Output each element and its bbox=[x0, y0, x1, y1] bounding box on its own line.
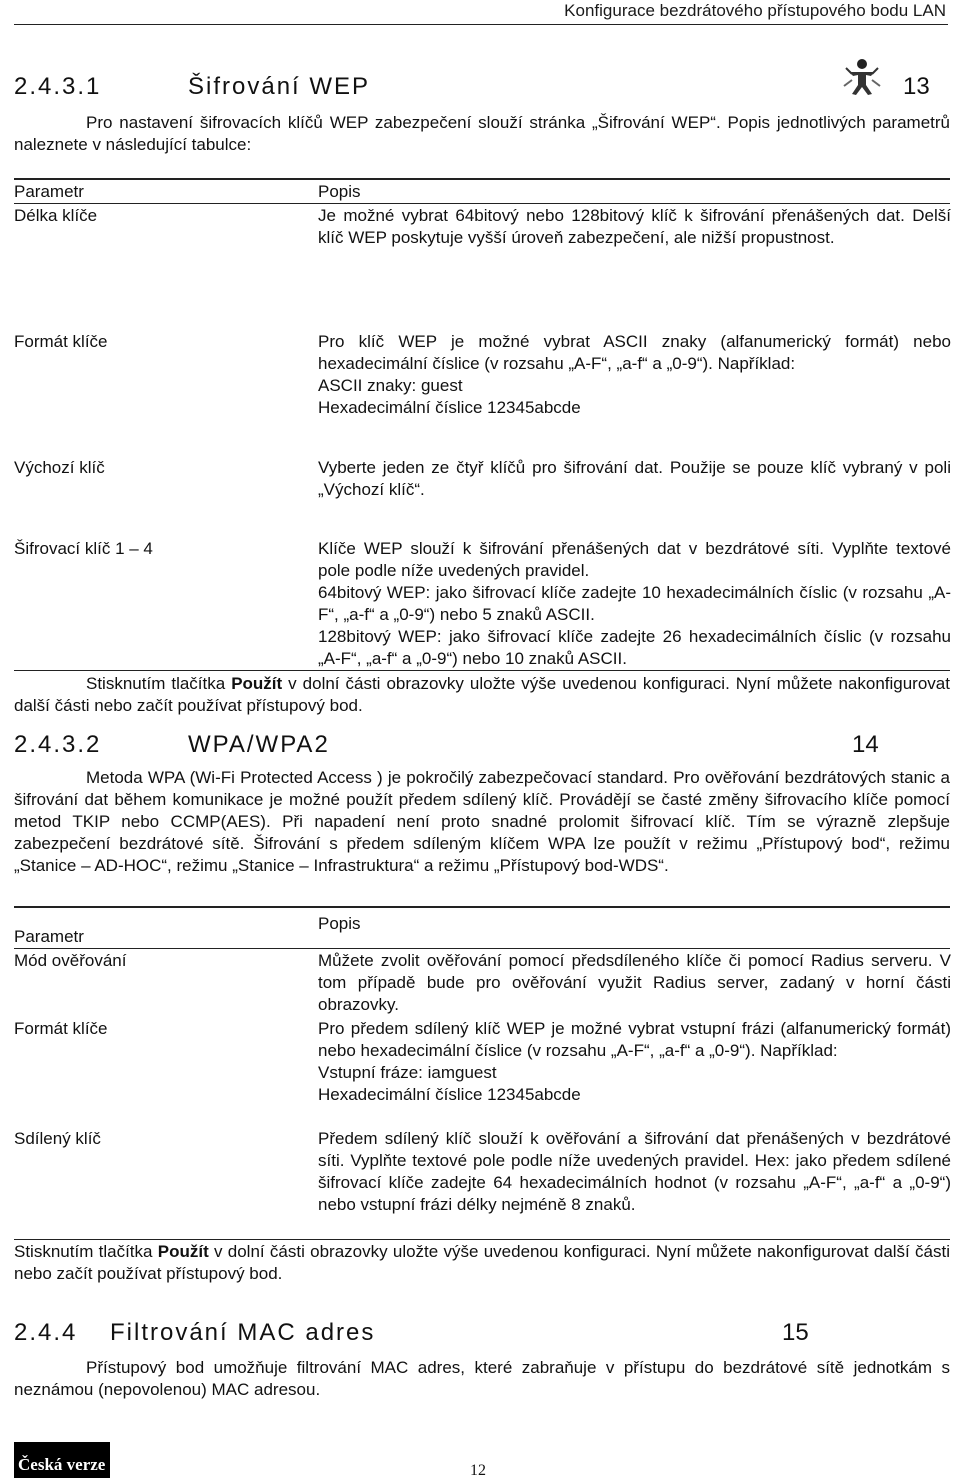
wep-apply-note: Stisknutím tlačítka Použít v dolní části obrazovky uložte výše uvedenou konfiguraci. Nyní můžete nakonfigurovat další části nebo začít používat přístupový bod. bbox=[14, 674, 950, 715]
wpa-table-top-rule bbox=[14, 906, 950, 908]
section-title-wep: Šifrování WEP bbox=[188, 73, 371, 100]
section-page-mac: 15 bbox=[782, 1319, 809, 1346]
wpa-row-desc-format bbox=[318, 1018, 951, 1106]
wep-table-top-rule bbox=[14, 178, 950, 180]
wpa-row-label-mod: Mód ověřování bbox=[14, 951, 127, 970]
wep-key-line-3: 128bitový WEP: jako šifrovací klíče zadejte 26 hexadecimálních číslic (v rozsahu „A-F“, „a-f“ a „0-9“) nebo 10 znaků ASCII. bbox=[318, 627, 951, 668]
section-page-wpa: 14 bbox=[852, 731, 879, 758]
section-title-wpa: WPA/WPA2 bbox=[188, 731, 330, 758]
wpa-row-desc-sdileny: Předem sdílený klíč slouží k ověřování a šifrování dat přenášených v bezdrátové síti. Vyplňte textové pole podle níže uvedených pravidel. Hex: jako předem sdílené šifrovací klíče zadejte 64 hexadecimálních hodnot (v rozsahu „A-F“, „a-f“ a „0-9“) nebo vstupní frázi délky nejméně 8 znaků. bbox=[318, 1129, 951, 1214]
wpa-apply-note: Stisknutím tlačítka Použít v dolní části obrazovky uložte výše uvedenou konfiguraci. Nyní můžete nakonfigurovat další části nebo začít používat přístupový bod. bbox=[14, 1242, 950, 1283]
wpa-table-bottom-rule bbox=[14, 1239, 950, 1240]
wep-row-desc-delka: Je možné vybrat 64bitový nebo 128bitový klíč k šifrování přenášených dat. Delší klíč WEP poskytuje vyšší úroveň zabezpečení, ale nižší propustnost. bbox=[318, 206, 951, 247]
language-version-badge: Česká verze bbox=[14, 1442, 110, 1478]
section-page-wep: 13 bbox=[903, 73, 930, 100]
wep-table-header-rule bbox=[14, 203, 950, 204]
wep-key-line-2: 64bitový WEP: jako šifrovací klíče zadejte 10 hexadecimálních číslic (v rozsahu „A-F“, „a-f“ a „0-9“) nebo 5 znaků ASCII. bbox=[318, 583, 951, 624]
wep-format-line-2: ASCII znaky: guest bbox=[318, 376, 463, 395]
wpa-format-line-1: Pro předem sdílený klíč WEP je možné vybrat vstupní frázi (alfanumerický formát) nebo hexadecimální číslice (v rozsahu „A-F“, „a-f“ a „0-9“). Například: bbox=[318, 1019, 951, 1060]
wep-row-label-sifrovaci: Šifrovací klíč 1 – 4 bbox=[14, 539, 153, 558]
wep-row-label-delka: Délka klíče bbox=[14, 206, 98, 225]
wep-key-line-1: Klíče WEP slouží k šifrování přenášených dat v bezdrátové síti. Vyplňte textové pole podle níže uvedených pravidel. bbox=[318, 539, 951, 580]
wpa-format-line-2: Vstupní fráze: iamguest bbox=[318, 1063, 497, 1082]
wep-row-desc-sifrovaci bbox=[318, 538, 951, 670]
section-title-mac: Filtrování MAC adres bbox=[110, 1319, 376, 1346]
wpa-row-label-format: Formát klíče bbox=[14, 1019, 108, 1038]
wep-row-label-format: Formát klíče bbox=[14, 332, 108, 351]
wep-intro: Pro nastavení šifrovacích klíčů WEP zabezpečení slouží stránka „Šifrování WEP“. Popis jednotlivých parametrů naleznete v následující tabulce: bbox=[14, 113, 950, 154]
section-number-mac: 2.4.4 bbox=[14, 1319, 78, 1346]
user-figure-icon bbox=[842, 58, 882, 96]
section-number-wpa: 2.4.3.2 bbox=[14, 731, 102, 758]
wpa-row-label-sdileny: Sdílený klíč bbox=[14, 1129, 101, 1148]
wep-format-line-1: Pro klíč WEP je možné vybrat ASCII znaky (alfanumerický formát) nebo hexadecimální číslice (v rozsahu „A-F“, „a-f“ a „0-9“). Například: bbox=[318, 332, 951, 373]
mac-intro: Přístupový bod umožňuje filtrování MAC adres, které zabraňuje v přístupu do bezdrátové sítě jednotkám s neznámou (nepovolenou) MAC adresou. bbox=[14, 1358, 950, 1399]
wpa-col-parametr: Parametr bbox=[14, 927, 84, 946]
wpa-row-desc-mod: Můžete zvolit ověřování pomocí předsdíleného klíče či pomocí Radius serveru. V tom případě bude pro ověřování využit Radius server, zadaný v horní části obrazovky. bbox=[318, 951, 951, 1014]
running-header: Konfigurace bezdrátového přístupového bodu LAN bbox=[564, 1, 946, 20]
page-number: 12 bbox=[470, 1462, 486, 1479]
wep-row-label-vychozi: Výchozí klíč bbox=[14, 458, 105, 477]
section-number-wep: 2.4.3.1 bbox=[14, 73, 102, 100]
apply-button-ref: Použít bbox=[231, 674, 283, 693]
wep-row-desc-vychozi: Vyberte jeden ze čtyř klíčů pro šifrování dat. Použije se pouze klíč vybraný v poli „Výchozí klíč“. bbox=[318, 458, 951, 499]
wep-col-parametr: Parametr bbox=[14, 182, 84, 201]
wpa-format-line-3: Hexadecimální číslice 12345abcde bbox=[318, 1085, 581, 1104]
wpa-col-popis: Popis bbox=[318, 914, 361, 933]
wpa-table-header-rule bbox=[14, 948, 950, 949]
wpa-intro: Metoda WPA (Wi-Fi Protected Access ) je pokročilý zabezpečovací standard. Pro ověřování bezdrátových stanic a šifrování dat během komunikace je možné použít předem sdílený klíč. Provádějí se časté změny šifrovacího klíče pomocí metod TKIP nebo CCMP(AES). Při napadení není proto snadné prolomit šifrovací klíč. Tím se výrazně zlepšuje zabezpečení bezdrátové sítě. Šifrování s předem sdíleným klíčem WPA lze použít v režimu „Přístupový bod“, režimu „Stanice – AD-HOC“, režimu „Stanice – Infrastruktura“ a režimu „Přístupový bod-WDS“. bbox=[14, 768, 950, 875]
wep-col-popis: Popis bbox=[318, 182, 361, 201]
header-divider bbox=[14, 24, 948, 25]
wep-format-line-3: Hexadecimální číslice 12345abcde bbox=[318, 398, 581, 417]
wep-table-bottom-rule bbox=[14, 670, 950, 671]
wep-row-desc-format bbox=[318, 331, 951, 419]
apply-button-ref: Použít bbox=[157, 1242, 209, 1261]
